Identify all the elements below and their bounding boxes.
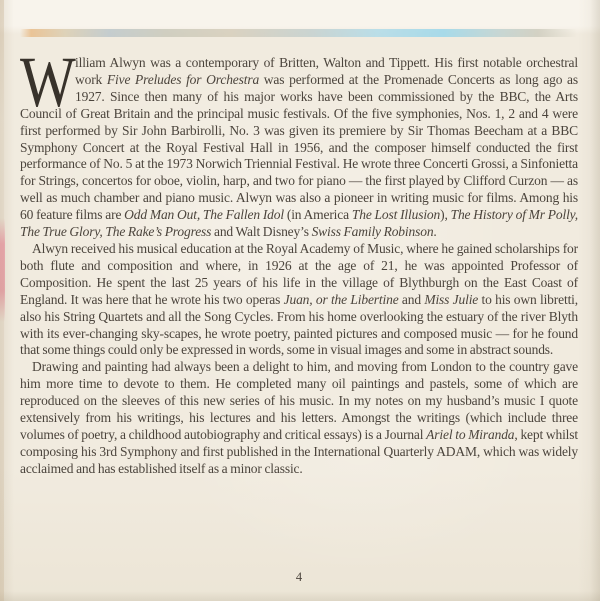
text-run: to his own libretti, also his String Quartets and all the Song Cycles. From his home overlooking the estuary of the river Blyth with its ever-changing sky-scapes, he wrote poetry, painted pictures and composed music — for he found that some things could only be expressed in words, some in visual images and some in abstract sounds. [20,291,578,358]
decorative-band [20,29,577,37]
liner-notes-text [20,42,579,478]
work-title: Ariel to Miranda [426,426,515,442]
text-run: , kept whilst composing his 3rd Symphony and first published in the International Quarterly ADAM, which was widely acclaimed and has established itself as a minor classic. [20,426,578,476]
work-title: Odd Man Out, The Fallen Idol [124,207,284,223]
paragraph [20,42,579,241]
text-run: . [433,224,437,240]
text-run: and Walt Disney’s [211,224,312,240]
work-title: Miss Julie [424,291,479,307]
text-run: illiam Alwyn was a contemporary of Britten, Walton and Tippett. His first notable orchestral work [75,55,578,87]
paragraph [20,359,578,477]
work-title: Five Preludes for Orchestra [106,71,260,87]
drop-cap: W [20,42,76,122]
scan-edge-pink-smudge [0,218,5,322]
text-run: Drawing and painting had always been a delight to him, and moving from London to the country gave him more time to devote to them. He completed many oil paintings and pastels, some of which are reproduced on the sleeves of this new series of his music. In my notes on my husband’s music I quote extensively from his writings, his lectures and his letters. Amongst the writings (which include three volumes of poetry, a childhood autobiography and critical essays) is a Journal [20,359,578,442]
page-number: 4 [295,570,303,584]
text-run: was performed at the Promenade Concerts as long ago as 1927. Since then many of his major works have been commissioned by the BBC, the Arts Council of Great Britain and the principal music festivals. Of the five symphonies, Nos. 1, 2 and 4 were first performed by Sir John Barbirolli, No. 3 was given its premiere by Sir Thomas Beecham at a BBC Symphony Concert at the Royal Festival Hall in 1956, and the composer himself conducted the first performance of No. 5 at the 1973 Norwich Triennial Festival. He wrote three Concerti Grossi, a Sinfonietta for Strings, concertos for oboe, violin, harp, and two for piano — the first played by Clifford Curzon — as well as much chamber and piano music. Alwyn was also a pioneer in writing music for films. Among his 60 feature films are [20,71,579,223]
paragraph [20,241,578,359]
text-run: and [398,291,425,307]
scan-edge-right [590,0,600,601]
work-title: Juan, or the Libertine [283,291,399,307]
text-run: ), [440,207,451,223]
work-title: The History of Mr Polly, The True Glory, The Rake’s Progress [20,207,578,240]
work-title: Swiss Family Robinson [311,224,434,240]
text-run: Alwyn received his musical education at the Royal Academy of Music, where he gained scholarships for both flute and composition and where, in 1926 at the age of 21, he was appointed Professor of Composition. He spent the last 25 years of his life in the village of Blythburgh on the East Coast of England. It was here that he wrote his two operas [20,240,578,307]
work-title: The Lost Illusion [351,207,441,223]
text-run: (in America [283,207,352,223]
